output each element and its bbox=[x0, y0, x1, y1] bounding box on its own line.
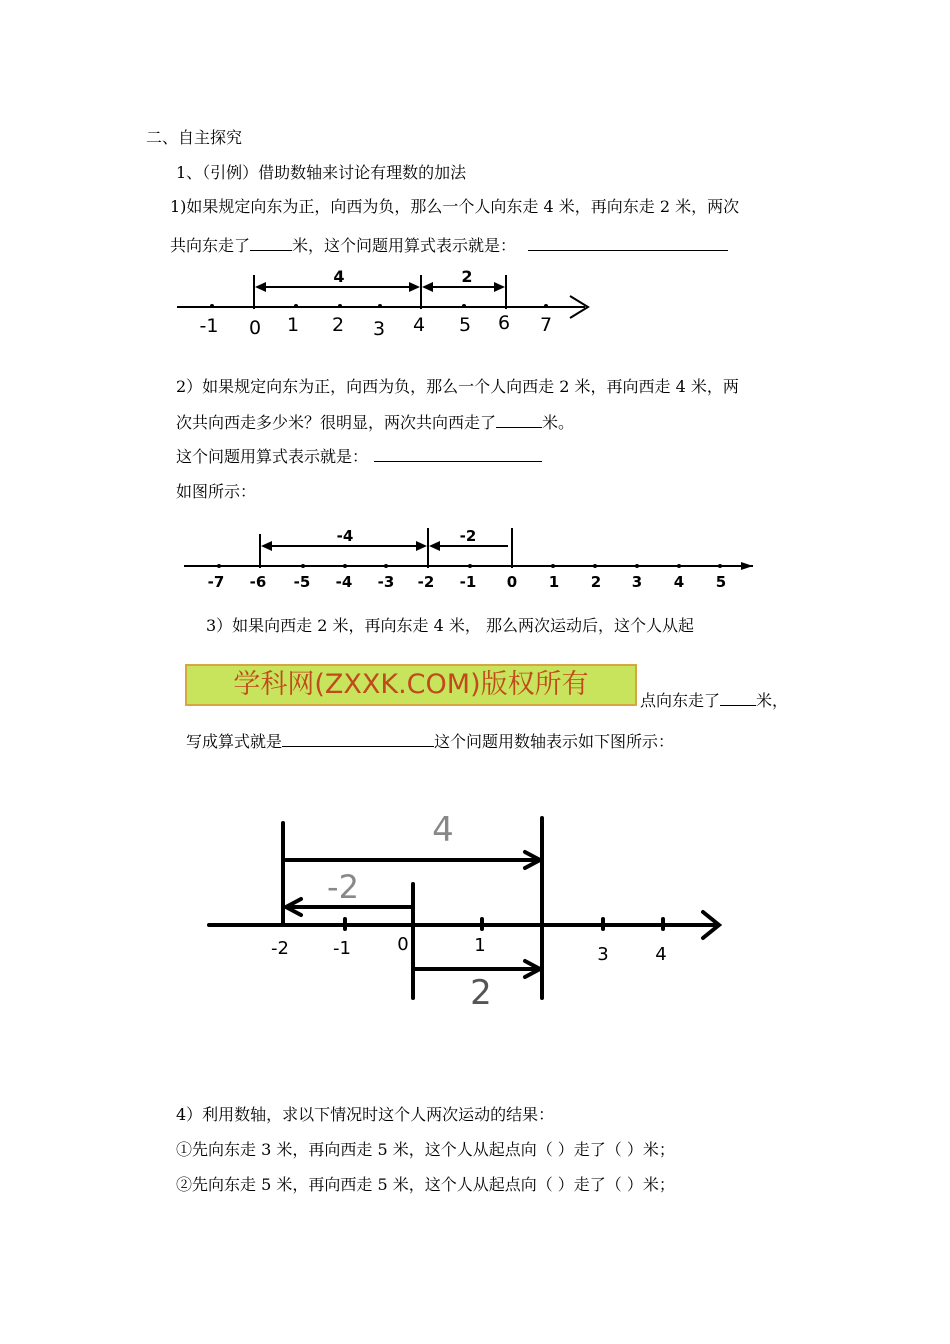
tick-label: -3 bbox=[377, 573, 395, 591]
segment-label: -2 bbox=[459, 527, 477, 545]
tick-label: -5 bbox=[293, 573, 311, 591]
part-2-line-3 bbox=[176, 446, 542, 467]
tick-label: -1 bbox=[199, 315, 219, 337]
part-4-title: 4）利用数轴，求以下情况时这个人两次运动的结果： bbox=[176, 1105, 555, 1124]
tick-label: 5 bbox=[458, 314, 472, 336]
part-1-line-1: 1)如果规定向东为正，向西为负，那么一个人向东走 4 米，再向东走 2 米，两次 bbox=[170, 197, 740, 216]
part-4-item-2: ②先向东走 5 米，再向西走 5 米，这个人从起点向（ ）走了（ ）米； bbox=[176, 1175, 675, 1194]
tick-label: -1 bbox=[333, 938, 351, 959]
answer-blank[interactable] bbox=[250, 235, 292, 251]
answer-blank[interactable] bbox=[374, 446, 542, 462]
tick-label: 3 bbox=[372, 318, 386, 340]
part-1-text-b: 米，这个问题用算式表示就是： bbox=[292, 236, 517, 255]
tick-label: -1 bbox=[459, 573, 477, 591]
part-1-line-2 bbox=[170, 235, 728, 256]
part-2-line-2 bbox=[176, 412, 574, 433]
watermark-banner: 学科网(ZXXK.COM)版权所有 bbox=[185, 664, 637, 706]
tick-label: 1 bbox=[286, 314, 300, 336]
tick-label: 3 bbox=[597, 944, 609, 965]
segment-label: 2 bbox=[470, 973, 492, 1013]
answer-blank[interactable] bbox=[720, 690, 756, 706]
part-2-text-b: 米。 bbox=[542, 413, 575, 432]
answer-blank[interactable] bbox=[528, 235, 728, 251]
tick-label: 1 bbox=[474, 935, 486, 956]
part-2-line-1: 2）如果规定向东为正，向西为负，那么一个人向西走 2 米，再向西走 4 米，两 bbox=[176, 377, 739, 396]
tick-label: -2 bbox=[417, 573, 435, 591]
segment-label: -2 bbox=[327, 868, 359, 906]
part-3-line-2 bbox=[640, 690, 788, 711]
part-1-text-a: 共向东走了 bbox=[170, 236, 251, 255]
answer-blank[interactable] bbox=[496, 412, 542, 428]
part-3-text-a: 点向东走了 bbox=[640, 691, 721, 710]
tick-label: 4 bbox=[412, 314, 426, 336]
part-3-line-1: 3）如果向西走 2 米，再向东走 4 米， 那么两次运动后，这个人从起 bbox=[206, 616, 694, 635]
tick-label: 3 bbox=[631, 573, 643, 591]
tick-label: -2 bbox=[271, 938, 289, 959]
part-2-line-4: 如图所示： bbox=[176, 482, 257, 501]
part-3-text-d: 这个问题用数轴表示如下图所示： bbox=[434, 732, 675, 751]
tick-label: 2 bbox=[590, 573, 602, 591]
segment-label: -4 bbox=[336, 527, 354, 545]
tick-label: 6 bbox=[497, 312, 511, 334]
tick-label: 0 bbox=[248, 317, 262, 339]
part-3-line-3 bbox=[186, 731, 674, 752]
answer-blank[interactable] bbox=[282, 731, 434, 747]
tick-label: -7 bbox=[207, 573, 225, 591]
tick-label: -6 bbox=[249, 573, 267, 591]
part-4-item-1: ①先向东走 3 米，再向西走 5 米，这个人从起点向（ ）走了（ ）米； bbox=[176, 1140, 675, 1159]
tick-label: 7 bbox=[539, 314, 553, 336]
tick-label: 0 bbox=[506, 573, 518, 591]
segment-label: 4 bbox=[432, 810, 454, 850]
tick-label: -4 bbox=[335, 573, 353, 591]
tick-label: 5 bbox=[715, 573, 727, 591]
segment-label: 4 bbox=[333, 267, 345, 286]
part-2-text-c: 这个问题用算式表示就是： bbox=[176, 447, 369, 466]
part-2-text-a: 次共向西走多少米？很明显，两次共向西走了 bbox=[176, 413, 497, 432]
question-1-title: 1、（引例）借助数轴来讨论有理数的加法 bbox=[176, 163, 467, 182]
tick-label: 0 bbox=[397, 934, 409, 955]
section-title: 二、自主探究 bbox=[146, 128, 243, 147]
tick-label: 4 bbox=[673, 573, 685, 591]
tick-label: 2 bbox=[331, 314, 345, 336]
part-3-text-b: 米， bbox=[756, 691, 789, 710]
segment-label: 2 bbox=[461, 267, 473, 286]
tick-label: 1 bbox=[548, 573, 560, 591]
tick-label: 4 bbox=[655, 944, 667, 965]
part-3-text-c: 写成算式就是 bbox=[186, 732, 283, 751]
